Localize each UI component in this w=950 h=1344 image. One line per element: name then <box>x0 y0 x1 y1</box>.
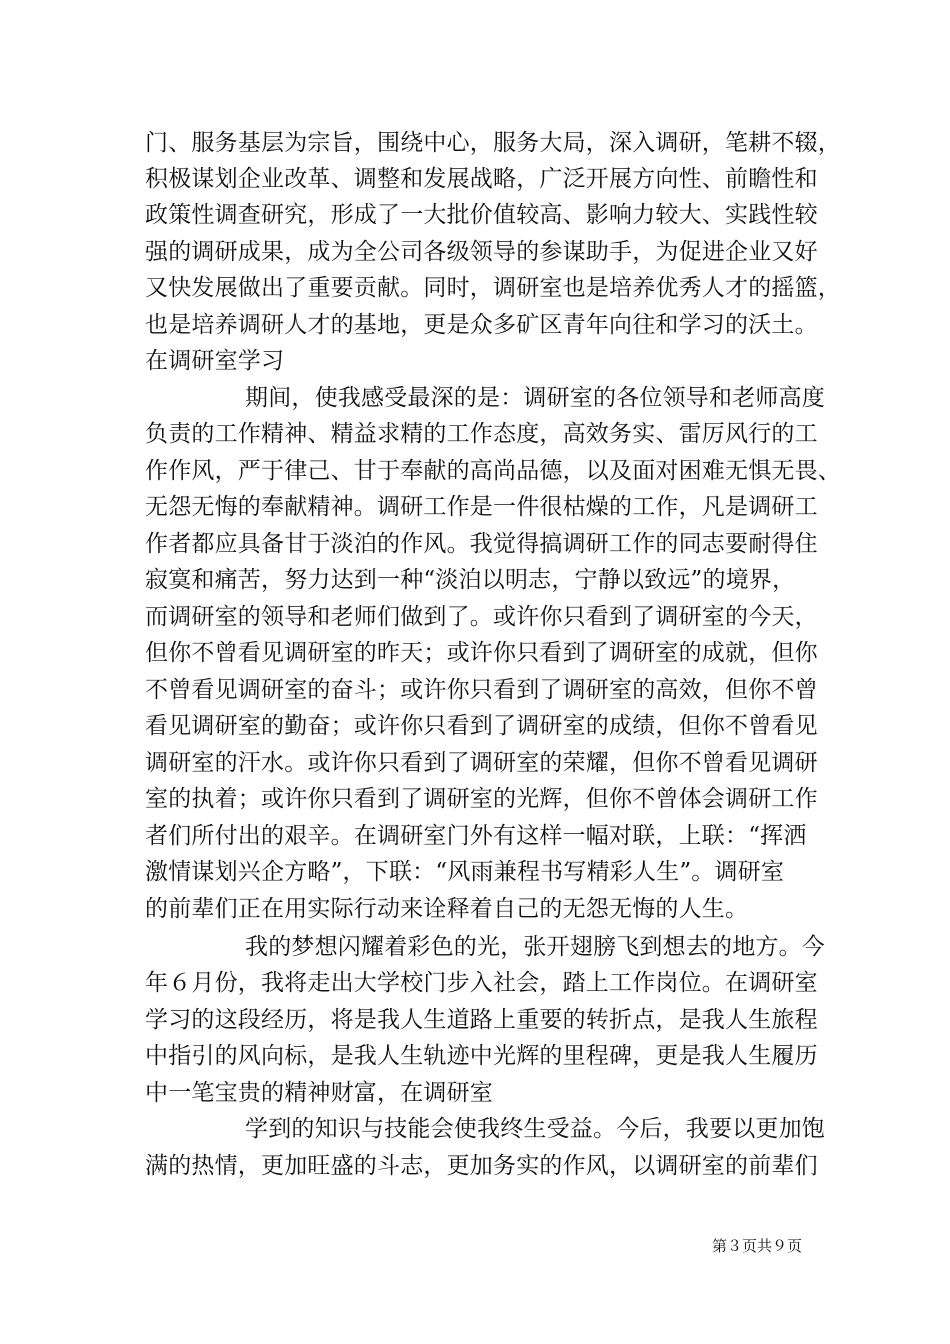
text-line: 我的梦想闪耀着彩色的光，张开翅膀飞到想去的地方。今 <box>245 934 825 960</box>
text-line: 门、服务基层为宗旨，围绕中心，服务大局，深入调研，笔耕不辍， <box>145 130 841 156</box>
text-line: 负责的工作精神、精益求精的工作态度，高效务实、雷厉风行的工 <box>145 421 818 447</box>
text-line: 不曾看见调研室的奋斗；或许你只看到了调研室的高效，但你不曾 <box>145 677 818 703</box>
text-line: 中一笔宝贵的精神财富，在调研室 <box>145 1080 493 1106</box>
page-number-footer: 第３页共９页 <box>711 1237 802 1255</box>
text-line: 的前辈们正在用实际行动来诠释着自己的无怨无悔的人生。 <box>145 896 749 922</box>
text-line: 在调研室学习 <box>145 348 285 374</box>
text-line: 期间，使我感受最深的是：调研室的各位领导和老师高度 <box>245 385 825 411</box>
text-line: 积极谋划企业改革、调整和发展战略，广泛开展方向性、前瞻性和 <box>145 166 818 192</box>
text-line: 满的热情，更加旺盛的斗志，更加务实的作风，以调研室的前辈们 <box>145 1153 818 1179</box>
text-line: 政策性调查研究，形成了一大批价值较高、影响力较大、实践性较 <box>145 202 818 228</box>
text-line: 而调研室的领导和老师们做到了。或许你只看到了调研室的今天， <box>145 604 818 630</box>
text-line: 看见调研室的勤奋；或许你只看到了调研室的成绩，但你不曾看见 <box>145 713 818 739</box>
text-line: 作作风，严于律己、甘于奉献的高尚品德，以及面对困难无惧无畏、 <box>145 458 841 484</box>
text-line: 也是培养调研人才的基地，更是众多矿区青年向往和学习的沃土。 <box>145 312 818 338</box>
text-line: 激情谋划兴企方略”，下联：“风雨兼程书写精彩人生”。调研室 <box>145 859 785 885</box>
text-line: 调研室的汗水。或许你只看到了调研室的荣耀，但你不曾看见调研 <box>145 750 818 776</box>
text-line: 学到的知识与技能会使我终生受益。今后，我要以更加饱 <box>245 1116 825 1142</box>
text-line: 但你不曾看见调研室的昨天；或许你只看到了调研室的成就，但你 <box>145 640 818 666</box>
text-line: 强的调研成果，成为全公司各级领导的参谋助手，为促进企业又好 <box>145 239 818 265</box>
text-line: 寂寞和痛苦，努力达到一种“淡泊以明志，宁静以致远”的境界， <box>145 567 796 593</box>
text-line: 室的执着；或许你只看到了调研室的光辉，但你不曾体会调研工作 <box>145 786 818 812</box>
text-line: 中指引的风向标，是我人生轨迹中光辉的里程碑，更是我人生履历 <box>145 1043 818 1069</box>
text-line: 又快发展做出了重要贡献。同时，调研室也是培养优秀人才的摇篮， <box>145 275 841 301</box>
text-line: 作者都应具备甘于淡泊的作风。我觉得搞调研工作的同志要耐得住 <box>145 531 818 557</box>
text-line: 年６月份，我将走出大学校门步入社会，踏上工作岗位。在调研室 <box>145 970 818 996</box>
text-line: 学习的这段经历，将是我人生道路上重要的转折点，是我人生旅程 <box>145 1007 818 1033</box>
text-line: 者们所付出的艰辛。在调研室门外有这样一幅对联，上联：“挥洒 <box>145 823 807 849</box>
text-line: 无怨无悔的奉献精神。调研工作是一件很枯燥的工作，凡是调研工 <box>145 494 818 520</box>
